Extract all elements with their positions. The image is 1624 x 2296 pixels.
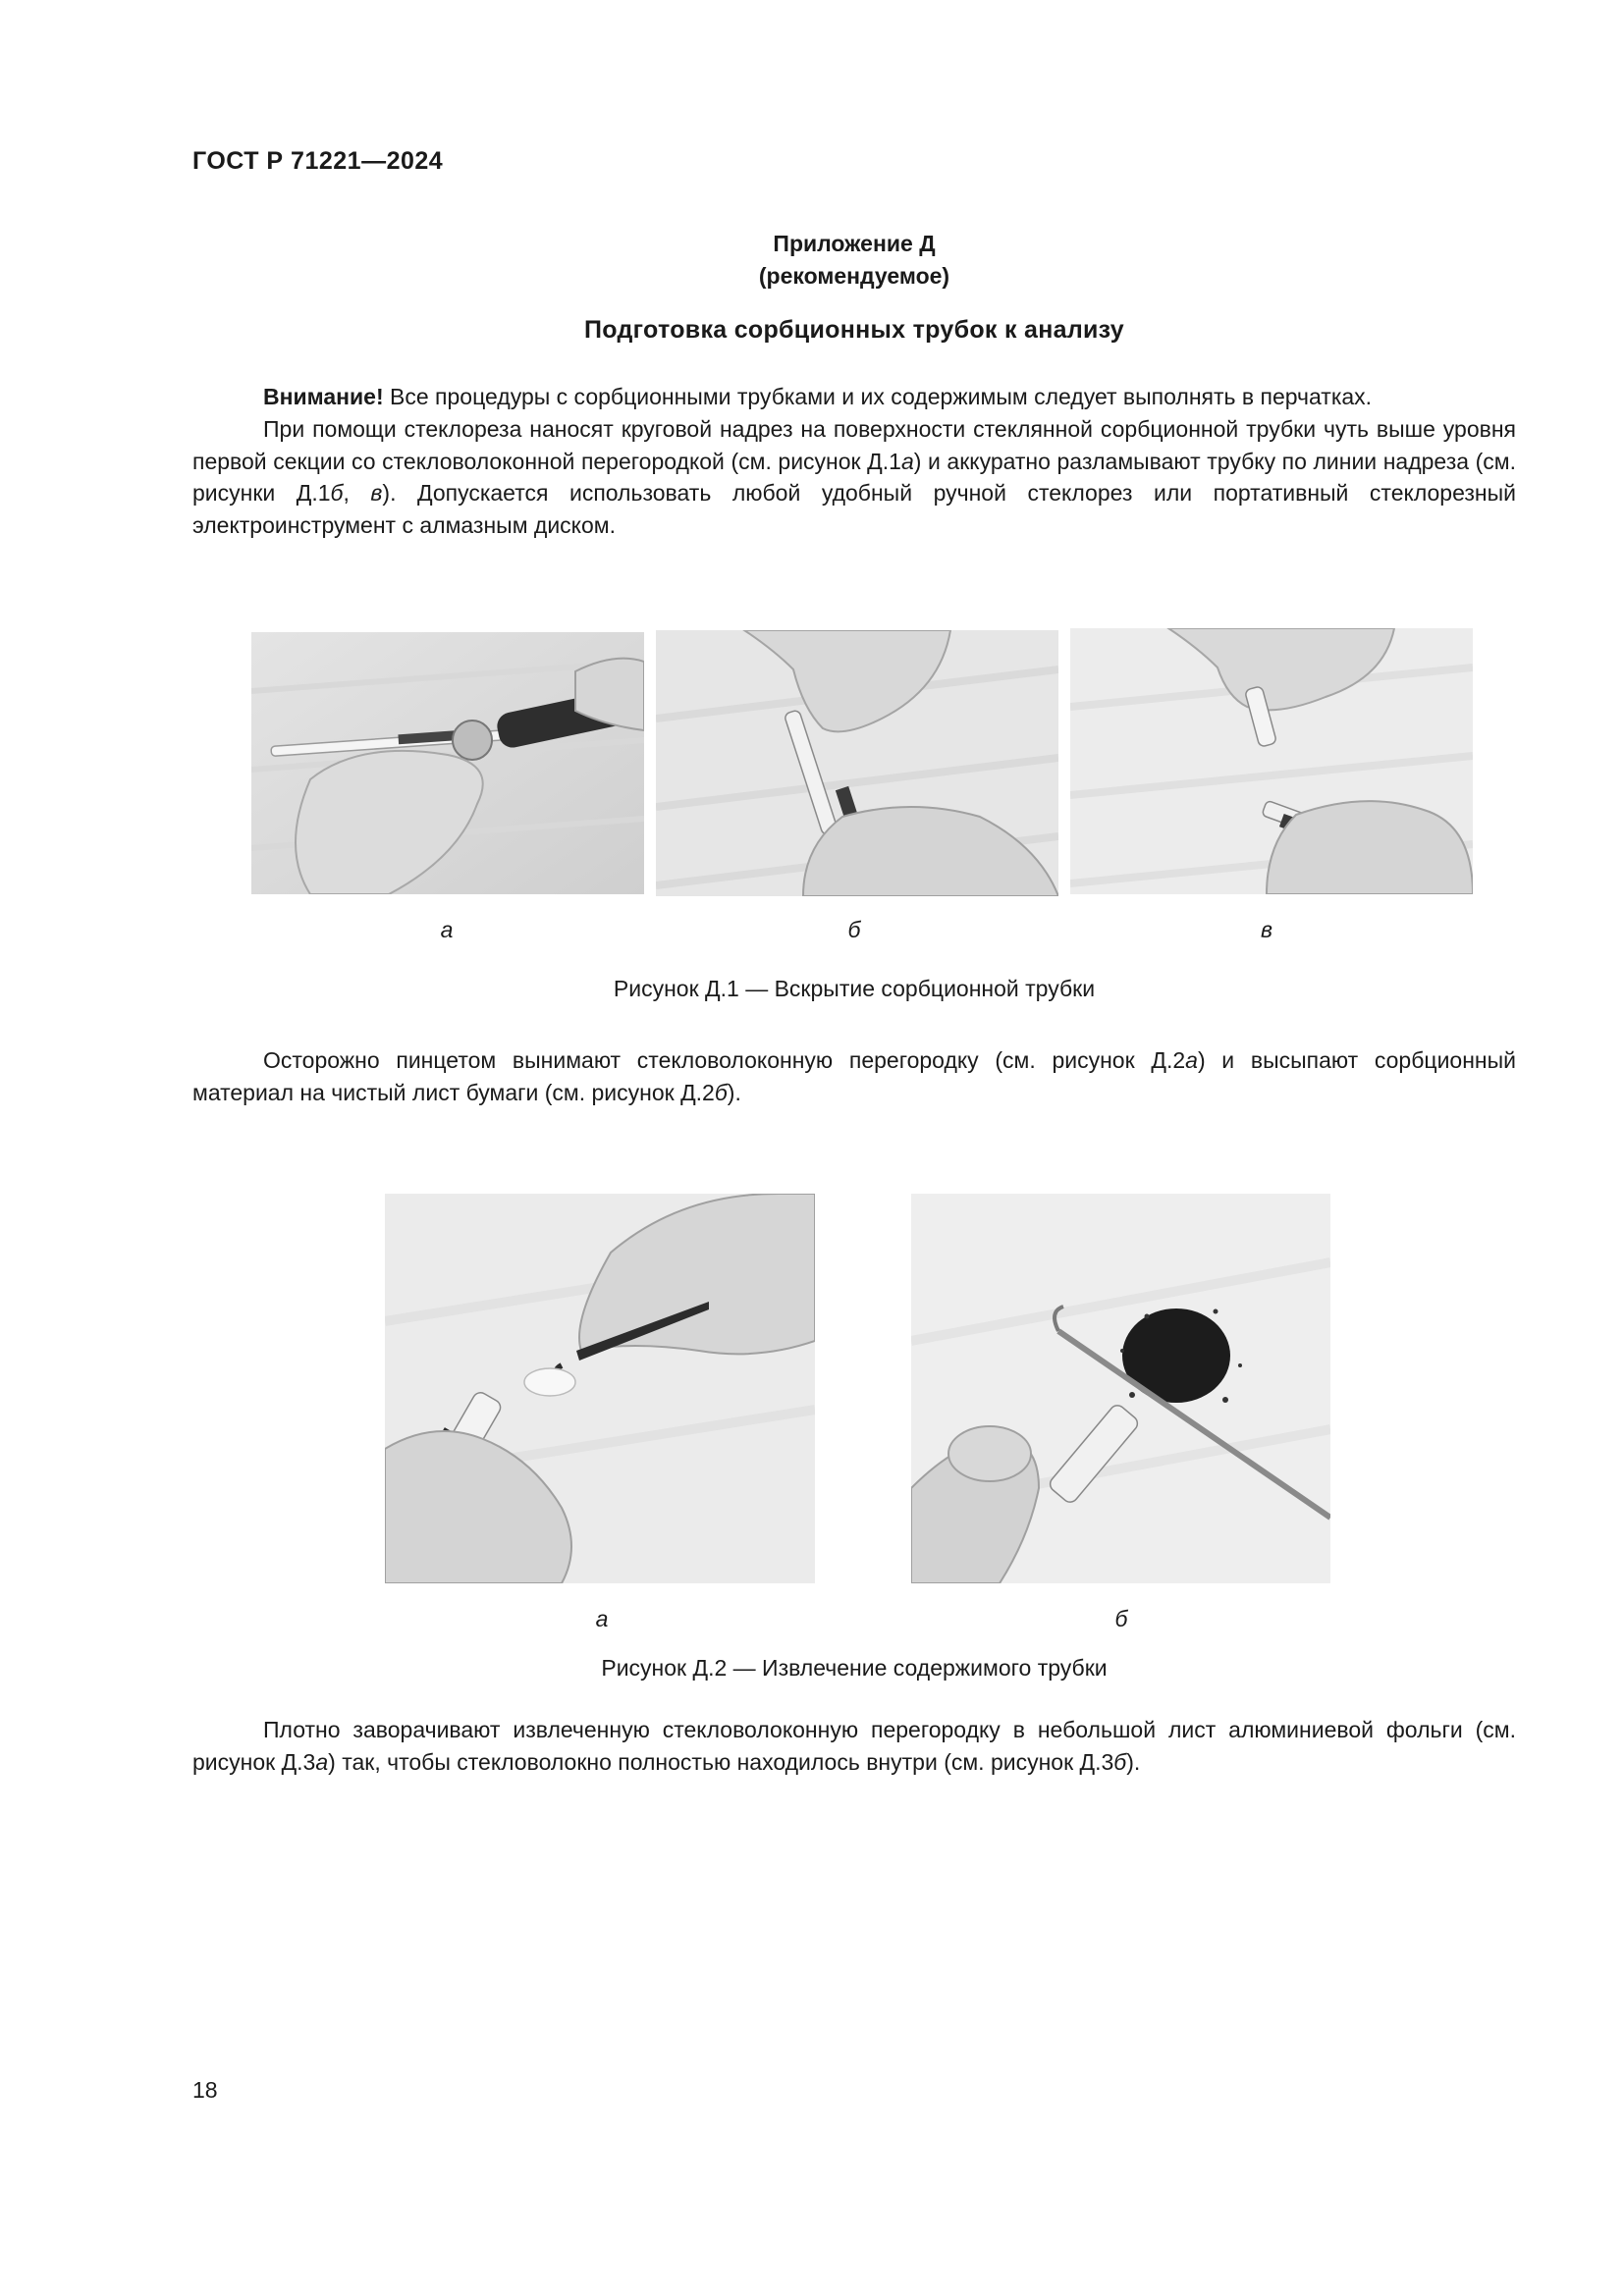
figure-d1-label-v: в [1260, 917, 1272, 942]
procedure-paragraph-2 [192, 1044, 1516, 1108]
figure-d1-label-a: а [440, 917, 454, 942]
warning-label: Внимание! [263, 384, 384, 409]
figure-d2-caption: Рисунок Д.2 — Извлечение содержимого трубки [601, 1655, 1108, 1681]
text-run: Осторожно пинцетом вынимают стекловолоконную перегородку (см. рисунок Д.2 [263, 1047, 1186, 1073]
procedure-paragraph-1 [192, 413, 1516, 541]
figure-d1-caption: Рисунок Д.1 — Вскрытие сорбционной трубки [613, 976, 1096, 1001]
figure-ref: а [1185, 1047, 1198, 1073]
text-run: При помощи стеклореза наносят круговой надрез на поверхности стеклянной сорбционной трубки чуть выше уровня первой секции со стекловолоконной перегородкой (см. рисунок Д.1 [192, 416, 1516, 474]
text-run: ). Допускается использовать любой удобный ручной стеклорез или портативный стеклорезный электроинструмент с алмазным диском. [192, 480, 1516, 538]
figure-d2-label-b: б [1114, 1606, 1128, 1631]
page-number: 18 [192, 2077, 218, 2103]
figure-d2-label-a: а [595, 1606, 609, 1631]
figure-ref: а [315, 1748, 329, 1775]
figure-d2-photo-a [385, 1194, 815, 1583]
figure-ref: б [1113, 1748, 1127, 1775]
text-run: ). [1126, 1748, 1141, 1775]
figure-ref: в [370, 480, 383, 506]
document-code: ГОСТ Р 71221—2024 [192, 147, 444, 175]
text-run: ) так, чтобы стекловолокно полностью находилось внутри (см. рисунок Д.3 [328, 1748, 1114, 1775]
procedure-paragraph-3 [192, 1714, 1516, 1778]
appendix-status: (рекомендуемое) [758, 263, 950, 289]
section-title: Подготовка сорбционных трубок к анализу [583, 316, 1124, 344]
figure-d1-photo-b [656, 630, 1058, 896]
figure-d1-label-b: б [847, 917, 861, 942]
warning-paragraph [192, 381, 1516, 413]
text-run: Плотно заворачивают извлеченную стекловолоконную перегородку в небольшой лист алюминиевой фольги (см. рисунок Д.3 [192, 1717, 1516, 1775]
text-run: , [343, 480, 371, 506]
figure-d1-photo-a [251, 632, 644, 894]
appendix-title [192, 228, 1516, 293]
figure-d2-photo-b [911, 1194, 1330, 1583]
appendix-label: Приложение Д [773, 231, 936, 256]
text-run: ) и аккуратно разламывают трубку по линии надреза (см. рисунки Д.1 [192, 448, 1516, 506]
warning-text: Все процедуры с сорбционными трубками и их содержимым следует выполнять в перчатках. [383, 384, 1373, 409]
figure-ref: б [330, 480, 344, 506]
figure-d1-photo-v [1070, 628, 1473, 894]
text-run: ) и высыпают сорбционный материал на чистый лист бумаги (см. рисунок Д.2 [192, 1047, 1516, 1105]
figure-ref: б [714, 1079, 728, 1105]
figure-ref: а [900, 448, 914, 474]
text-run: ). [727, 1079, 741, 1105]
